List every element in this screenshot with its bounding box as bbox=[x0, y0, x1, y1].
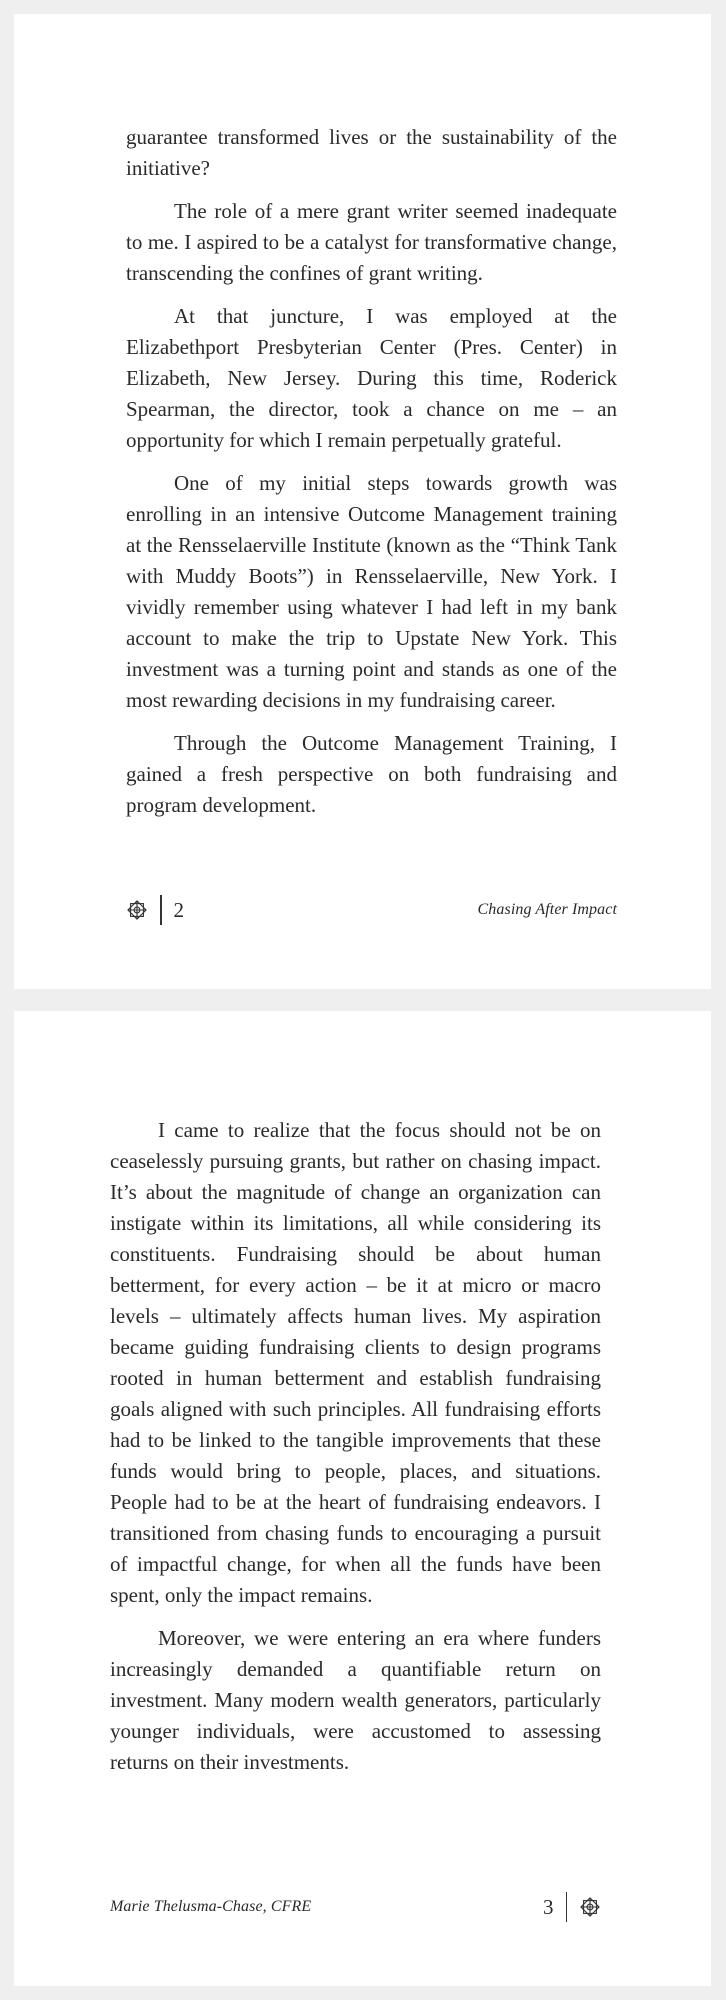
book-page-3 bbox=[14, 1011, 711, 1986]
page-footer bbox=[126, 894, 617, 926]
footer-divider bbox=[566, 1892, 568, 1922]
paragraph: Moreover, we were entering an era where funders increasingly demanded a quantifiable return on investment. Many modern wealth generators, particularly younger individuals, were accustomed to assessing returns on their investments. bbox=[110, 1626, 601, 1774]
running-author: Marie Thelusma-Chase, CFRE bbox=[110, 1898, 312, 1915]
page-number: 2 bbox=[173, 897, 184, 922]
paragraph: I came to realize that the focus should not be on ceaselessly pursuing grants, but rather on chasing impact. It’s about the magnitude of change an organization can instigate within its limitations, all while considering its constituents. Fundraising should be about human betterment, for every action – be it at micro or macro levels – ultimately affects human lives. My aspiration became guiding fundraising clients to design programs rooted in human betterment and establish fundraising goals aligned with such principles. All fundraising efforts had to be linked to the tangible improvements that these funds would bring to people, places, and situations. People had to be at the heart of fundraising endeavors. I transitioned from chasing funds to encouraging a pursuit of impactful change, for when all the funds have been spent, only the impact remains. bbox=[110, 1118, 601, 1607]
page-footer bbox=[110, 1891, 601, 1923]
page-number: 3 bbox=[543, 1894, 554, 1919]
body-text bbox=[110, 1115, 601, 1790]
paragraph: Through the Outcome Management Training, I gained a fresh perspective on both fundraising and program development. bbox=[126, 731, 617, 817]
body-text bbox=[126, 122, 617, 833]
paragraph: At that juncture, I was employed at the Elizabethport Presbyterian Center (Pres. Center) in Elizabeth, New Jersey. During this time, Roderick Spearman, the director, took a chance on me – an opportunity for which I remain perpetually grateful. bbox=[126, 304, 617, 452]
footer-divider bbox=[160, 895, 162, 925]
paragraph: The role of a mere grant writer seemed inadequate to me. I aspired to be a catalyst for transformative change, transcending the confines of grant writing. bbox=[126, 199, 617, 285]
ornament-icon bbox=[126, 899, 148, 921]
running-title: Chasing After Impact bbox=[477, 901, 617, 918]
book-page-2 bbox=[14, 14, 711, 989]
paragraph: One of my initial steps towards growth was enrolling in an intensive Outcome Management training at the Rensselaerville Institute (known as the “Think Tank with Muddy Boots”) in Rensselaerville, New York. I vividly remember using whatever I had left in my bank account to make the trip to Upstate New York. This investment was a turning point and stands as one of the most rewarding decisions in my fundraising career. bbox=[126, 471, 617, 712]
ornament-icon bbox=[579, 1896, 601, 1918]
paragraph: guarantee transformed lives or the sustainability of the initiative? bbox=[126, 125, 617, 180]
